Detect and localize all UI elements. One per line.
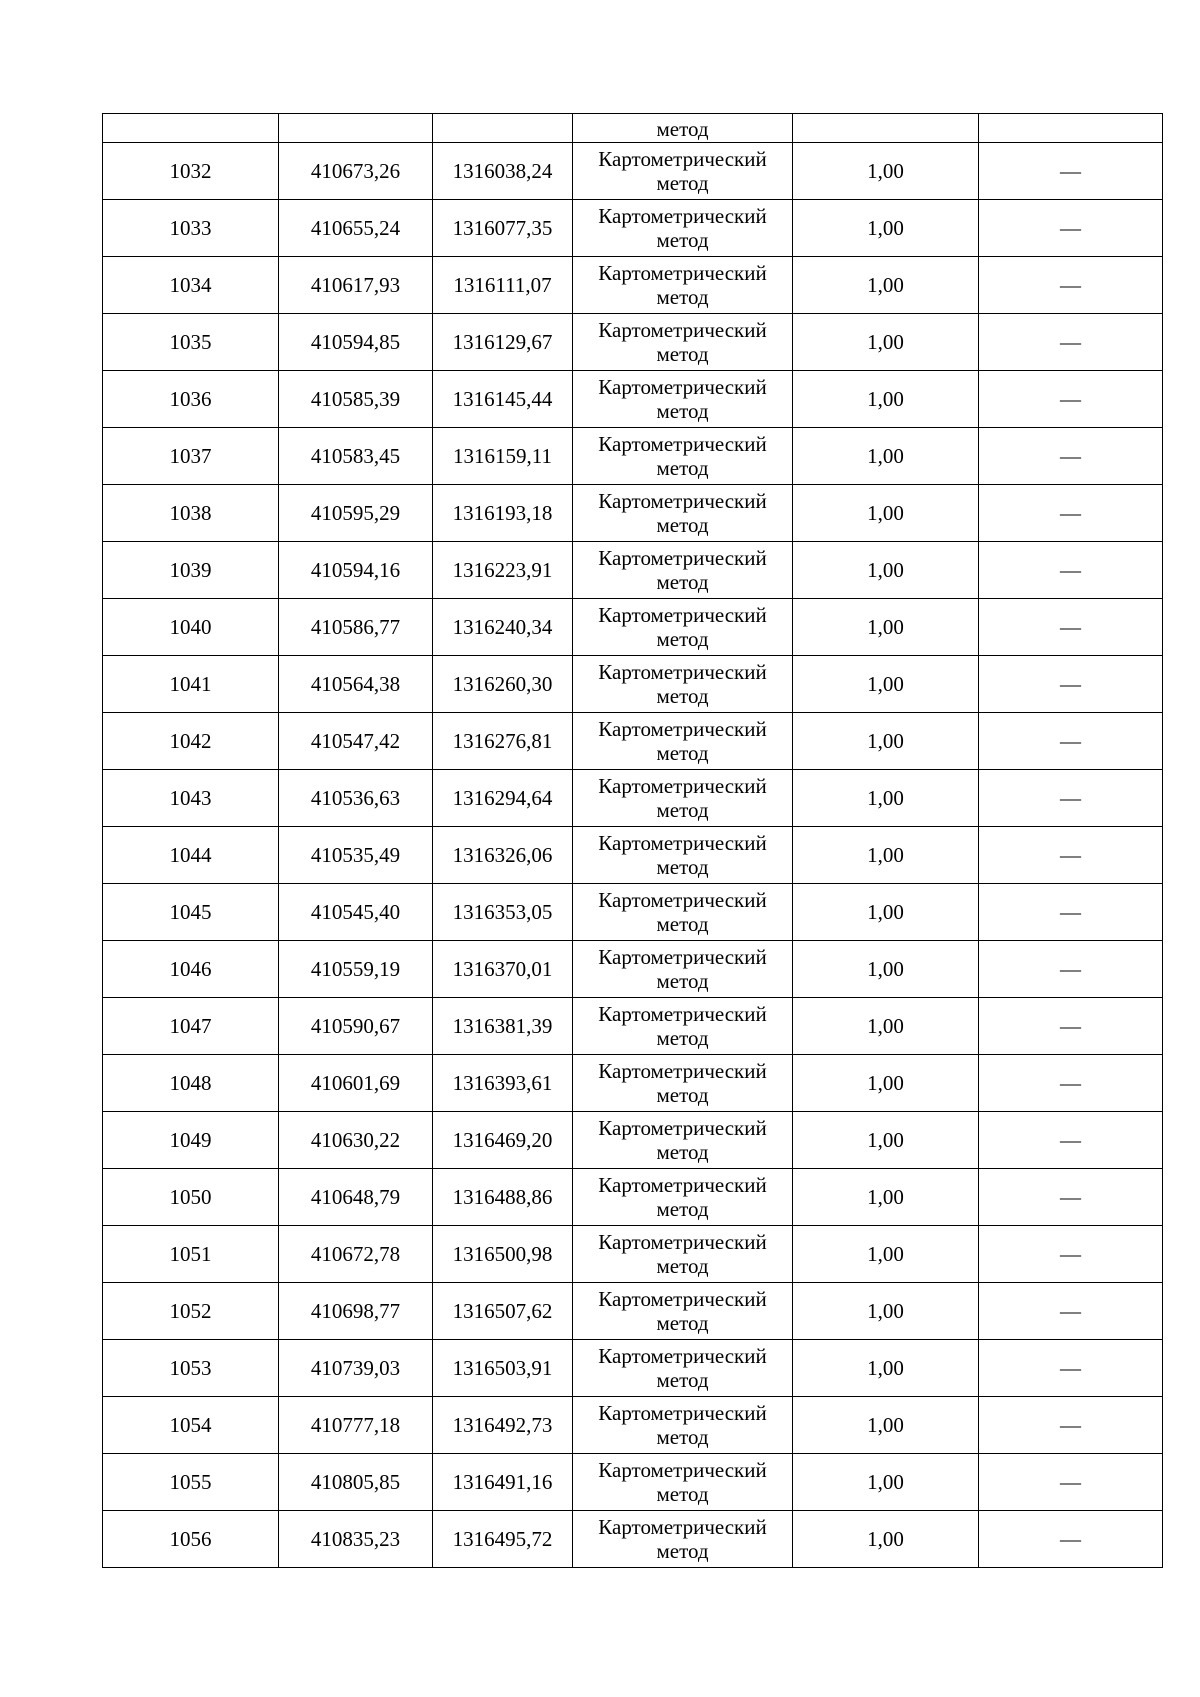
x-coordinate-cell: 410672,78 <box>279 1226 433 1283</box>
point-cell: 1037 <box>103 428 279 485</box>
y-coordinate-cell: 1316491,16 <box>433 1454 573 1511</box>
accuracy-cell: 1,00 <box>793 1340 979 1397</box>
table-row <box>103 485 1163 542</box>
y-coordinate-cell: 1316129,67 <box>433 314 573 371</box>
point-cell: 1046 <box>103 941 279 998</box>
method-cell <box>573 143 793 200</box>
y-coordinate-cell: 1316193,18 <box>433 485 573 542</box>
point-cell <box>103 114 279 143</box>
method-line-2: метод <box>656 570 709 594</box>
x-coordinate-cell <box>279 114 433 143</box>
x-coordinate-cell: 410655,24 <box>279 200 433 257</box>
point-cell: 1051 <box>103 1226 279 1283</box>
accuracy-cell: 1,00 <box>793 428 979 485</box>
point-cell: 1047 <box>103 998 279 1055</box>
point-cell: 1034 <box>103 257 279 314</box>
accuracy-cell: 1,00 <box>793 1169 979 1226</box>
accuracy-cell: 1,00 <box>793 884 979 941</box>
method-line-2: метод <box>656 1140 709 1164</box>
method-line-2: метод <box>656 171 709 195</box>
method-line-1: Картометрический <box>598 432 767 456</box>
x-coordinate-cell: 410547,42 <box>279 713 433 770</box>
note-cell <box>979 114 1163 143</box>
accuracy-cell: 1,00 <box>793 713 979 770</box>
method-cell <box>573 200 793 257</box>
method-cell <box>573 1169 793 1226</box>
method-cell <box>573 770 793 827</box>
method-cell <box>573 1226 793 1283</box>
point-cell: 1050 <box>103 1169 279 1226</box>
method-line-2: метод <box>656 627 709 651</box>
note-cell: — <box>979 1397 1163 1454</box>
method-cell <box>573 884 793 941</box>
table-row <box>103 1283 1163 1340</box>
accuracy-cell: 1,00 <box>793 314 979 371</box>
table-row <box>103 428 1163 485</box>
note-cell: — <box>979 314 1163 371</box>
method-line-2: метод <box>656 1254 709 1278</box>
method-line-2: метод <box>656 285 709 309</box>
point-cell: 1036 <box>103 371 279 428</box>
table-row <box>103 1226 1163 1283</box>
table-row <box>103 314 1163 371</box>
table-row <box>103 143 1163 200</box>
x-coordinate-cell: 410583,45 <box>279 428 433 485</box>
table-row <box>103 542 1163 599</box>
method-line-1: Картометрический <box>598 1230 767 1254</box>
note-cell: — <box>979 827 1163 884</box>
method-cell <box>573 827 793 884</box>
method-cell <box>573 1340 793 1397</box>
y-coordinate-cell: 1316276,81 <box>433 713 573 770</box>
table-row <box>103 713 1163 770</box>
method-line-1: Картометрический <box>598 1344 767 1368</box>
method-line-2: метод <box>656 228 709 252</box>
accuracy-cell: 1,00 <box>793 941 979 998</box>
method-line-2: метод <box>656 741 709 765</box>
method-line-1: Картометрический <box>598 375 767 399</box>
x-coordinate-cell: 410805,85 <box>279 1454 433 1511</box>
method-line-2: метод <box>656 456 709 480</box>
y-coordinate-cell: 1316469,20 <box>433 1112 573 1169</box>
point-cell: 1054 <box>103 1397 279 1454</box>
note-cell: — <box>979 428 1163 485</box>
x-coordinate-cell: 410777,18 <box>279 1397 433 1454</box>
y-coordinate-cell: 1316145,44 <box>433 371 573 428</box>
accuracy-cell: 1,00 <box>793 371 979 428</box>
method-line-1: Картометрический <box>598 1173 767 1197</box>
method-line-1: Картометрический <box>598 489 767 513</box>
method-line-1: Картометрический <box>598 546 767 570</box>
table-row <box>103 1055 1163 1112</box>
x-coordinate-cell: 410595,29 <box>279 485 433 542</box>
table-row <box>103 599 1163 656</box>
note-cell: — <box>979 1283 1163 1340</box>
y-coordinate-cell: 1316500,98 <box>433 1226 573 1283</box>
method-line-1: Картометрический <box>598 147 767 171</box>
method-cell <box>573 1511 793 1568</box>
accuracy-cell: 1,00 <box>793 827 979 884</box>
accuracy-cell: 1,00 <box>793 257 979 314</box>
note-cell: — <box>979 713 1163 770</box>
note-cell: — <box>979 1169 1163 1226</box>
method-cell <box>573 485 793 542</box>
x-coordinate-cell: 410590,67 <box>279 998 433 1055</box>
accuracy-cell: 1,00 <box>793 542 979 599</box>
table-row <box>103 200 1163 257</box>
accuracy-cell: 1,00 <box>793 1511 979 1568</box>
table-row <box>103 1112 1163 1169</box>
table-row <box>103 1340 1163 1397</box>
method-line-1: Картометрический <box>598 774 767 798</box>
method-line-1: Картометрический <box>598 1116 767 1140</box>
y-coordinate-cell <box>433 114 573 143</box>
coordinates-table <box>102 113 1163 1568</box>
point-cell: 1055 <box>103 1454 279 1511</box>
note-cell: — <box>979 599 1163 656</box>
method-line-2: метод <box>656 1197 709 1221</box>
x-coordinate-cell: 410586,77 <box>279 599 433 656</box>
table-row <box>103 998 1163 1055</box>
accuracy-cell: 1,00 <box>793 1055 979 1112</box>
y-coordinate-cell: 1316393,61 <box>433 1055 573 1112</box>
accuracy-cell: 1,00 <box>793 1283 979 1340</box>
method-line-1: Картометрический <box>598 1002 767 1026</box>
x-coordinate-cell: 410648,79 <box>279 1169 433 1226</box>
x-coordinate-cell: 410535,49 <box>279 827 433 884</box>
method-cell <box>573 428 793 485</box>
method-cell <box>573 713 793 770</box>
method-cell <box>573 998 793 1055</box>
note-cell: — <box>979 200 1163 257</box>
method-cell <box>573 542 793 599</box>
accuracy-cell: 1,00 <box>793 1454 979 1511</box>
note-cell: — <box>979 998 1163 1055</box>
method-cell <box>573 941 793 998</box>
x-coordinate-cell: 410698,77 <box>279 1283 433 1340</box>
x-coordinate-cell: 410673,26 <box>279 143 433 200</box>
y-coordinate-cell: 1316370,01 <box>433 941 573 998</box>
accuracy-cell: 1,00 <box>793 1397 979 1454</box>
accuracy-cell: 1,00 <box>793 1112 979 1169</box>
method-line-2: метод <box>656 969 709 993</box>
point-cell: 1035 <box>103 314 279 371</box>
table-row <box>103 884 1163 941</box>
note-cell: — <box>979 485 1163 542</box>
x-coordinate-cell: 410739,03 <box>279 1340 433 1397</box>
point-cell: 1053 <box>103 1340 279 1397</box>
y-coordinate-cell: 1316507,62 <box>433 1283 573 1340</box>
note-cell: — <box>979 1226 1163 1283</box>
x-coordinate-cell: 410559,19 <box>279 941 433 998</box>
method-cell <box>573 656 793 713</box>
method-line-2: метод <box>656 399 709 423</box>
note-cell: — <box>979 542 1163 599</box>
point-cell: 1039 <box>103 542 279 599</box>
x-coordinate-cell: 410545,40 <box>279 884 433 941</box>
y-coordinate-cell: 1316495,72 <box>433 1511 573 1568</box>
table-row <box>103 371 1163 428</box>
x-coordinate-cell: 410617,93 <box>279 257 433 314</box>
note-cell: — <box>979 770 1163 827</box>
table-row <box>103 941 1163 998</box>
table-row <box>103 1511 1163 1568</box>
method-line-2: метод <box>656 342 709 366</box>
y-coordinate-cell: 1316038,24 <box>433 143 573 200</box>
note-cell: — <box>979 143 1163 200</box>
point-cell: 1042 <box>103 713 279 770</box>
method-line-2: метод <box>656 1026 709 1050</box>
accuracy-cell: 1,00 <box>793 485 979 542</box>
method-line-2: метод <box>656 1311 709 1335</box>
method-cell <box>573 1112 793 1169</box>
table-row <box>103 257 1163 314</box>
point-cell: 1038 <box>103 485 279 542</box>
x-coordinate-cell: 410594,16 <box>279 542 433 599</box>
y-coordinate-cell: 1316159,11 <box>433 428 573 485</box>
method-line-2: метод <box>656 1482 709 1506</box>
y-coordinate-cell: 1316353,05 <box>433 884 573 941</box>
note-cell: — <box>979 656 1163 713</box>
table-row <box>103 770 1163 827</box>
note-cell: — <box>979 1511 1163 1568</box>
method-line-1: Картометрический <box>598 261 767 285</box>
method-line-1: Картометрический <box>598 1287 767 1311</box>
method-cell <box>573 599 793 656</box>
point-cell: 1044 <box>103 827 279 884</box>
method-line-1: Картометрический <box>598 204 767 228</box>
accuracy-cell: 1,00 <box>793 1226 979 1283</box>
method-line-2: метод <box>656 1083 709 1107</box>
accuracy-cell: 1,00 <box>793 656 979 713</box>
x-coordinate-cell: 410585,39 <box>279 371 433 428</box>
method-cell <box>573 1454 793 1511</box>
y-coordinate-cell: 1316240,34 <box>433 599 573 656</box>
method-line-2: метод <box>656 684 709 708</box>
y-coordinate-cell: 1316223,91 <box>433 542 573 599</box>
method-line-1: Картометрический <box>598 1059 767 1083</box>
table-row <box>103 827 1163 884</box>
y-coordinate-cell: 1316260,30 <box>433 656 573 713</box>
x-coordinate-cell: 410601,69 <box>279 1055 433 1112</box>
accuracy-cell: 1,00 <box>793 998 979 1055</box>
note-cell: — <box>979 1454 1163 1511</box>
point-cell: 1056 <box>103 1511 279 1568</box>
method-cell <box>573 1283 793 1340</box>
y-coordinate-cell: 1316488,86 <box>433 1169 573 1226</box>
method-line-2: метод <box>656 798 709 822</box>
accuracy-cell: 1,00 <box>793 770 979 827</box>
point-cell: 1032 <box>103 143 279 200</box>
method-line-1: Картометрический <box>598 888 767 912</box>
accuracy-cell: 1,00 <box>793 200 979 257</box>
coordinates-table-body <box>103 114 1163 1568</box>
continuation-row <box>103 114 1163 143</box>
accuracy-cell <box>793 114 979 143</box>
method-line-1: Картометрический <box>598 603 767 627</box>
method-line-1: Картометрический <box>598 1401 767 1425</box>
y-coordinate-cell: 1316326,06 <box>433 827 573 884</box>
point-cell: 1049 <box>103 1112 279 1169</box>
accuracy-cell: 1,00 <box>793 599 979 656</box>
method-line-1: Картометрический <box>598 945 767 969</box>
method-line-1: Картометрический <box>598 831 767 855</box>
point-cell: 1033 <box>103 200 279 257</box>
y-coordinate-cell: 1316381,39 <box>433 998 573 1055</box>
note-cell: — <box>979 257 1163 314</box>
note-cell: — <box>979 371 1163 428</box>
method-line-2: метод <box>656 1368 709 1392</box>
method-line-1: Картометрический <box>598 1458 767 1482</box>
x-coordinate-cell: 410564,38 <box>279 656 433 713</box>
method-line-2: метод <box>656 1425 709 1449</box>
y-coordinate-cell: 1316492,73 <box>433 1397 573 1454</box>
y-coordinate-cell: 1316111,07 <box>433 257 573 314</box>
method-line-2: метод <box>656 912 709 936</box>
x-coordinate-cell: 410630,22 <box>279 1112 433 1169</box>
point-cell: 1041 <box>103 656 279 713</box>
method-cell <box>573 371 793 428</box>
method-line-2: метод <box>656 855 709 879</box>
point-cell: 1043 <box>103 770 279 827</box>
note-cell: — <box>979 1112 1163 1169</box>
point-cell: 1048 <box>103 1055 279 1112</box>
method-cell <box>573 1055 793 1112</box>
point-cell: 1040 <box>103 599 279 656</box>
table-row <box>103 656 1163 713</box>
method-line-2: метод <box>656 1539 709 1563</box>
method-cell <box>573 257 793 314</box>
table-row <box>103 1454 1163 1511</box>
method-line-2: метод <box>656 513 709 537</box>
method-line-1: Картометрический <box>598 717 767 741</box>
method-line-1: Картометрический <box>598 318 767 342</box>
y-coordinate-cell: 1316503,91 <box>433 1340 573 1397</box>
note-cell: — <box>979 941 1163 998</box>
table-row <box>103 1169 1163 1226</box>
note-cell: — <box>979 1055 1163 1112</box>
note-cell: — <box>979 884 1163 941</box>
y-coordinate-cell: 1316077,35 <box>433 200 573 257</box>
method-cell <box>573 1397 793 1454</box>
method-cell: метод <box>573 114 793 143</box>
y-coordinate-cell: 1316294,64 <box>433 770 573 827</box>
x-coordinate-cell: 410536,63 <box>279 770 433 827</box>
x-coordinate-cell: 410835,23 <box>279 1511 433 1568</box>
method-line-1: Картометрический <box>598 1515 767 1539</box>
point-cell: 1045 <box>103 884 279 941</box>
accuracy-cell: 1,00 <box>793 143 979 200</box>
x-coordinate-cell: 410594,85 <box>279 314 433 371</box>
method-cell <box>573 314 793 371</box>
point-cell: 1052 <box>103 1283 279 1340</box>
note-cell: — <box>979 1340 1163 1397</box>
table-row <box>103 1397 1163 1454</box>
method-line-1: Картометрический <box>598 660 767 684</box>
